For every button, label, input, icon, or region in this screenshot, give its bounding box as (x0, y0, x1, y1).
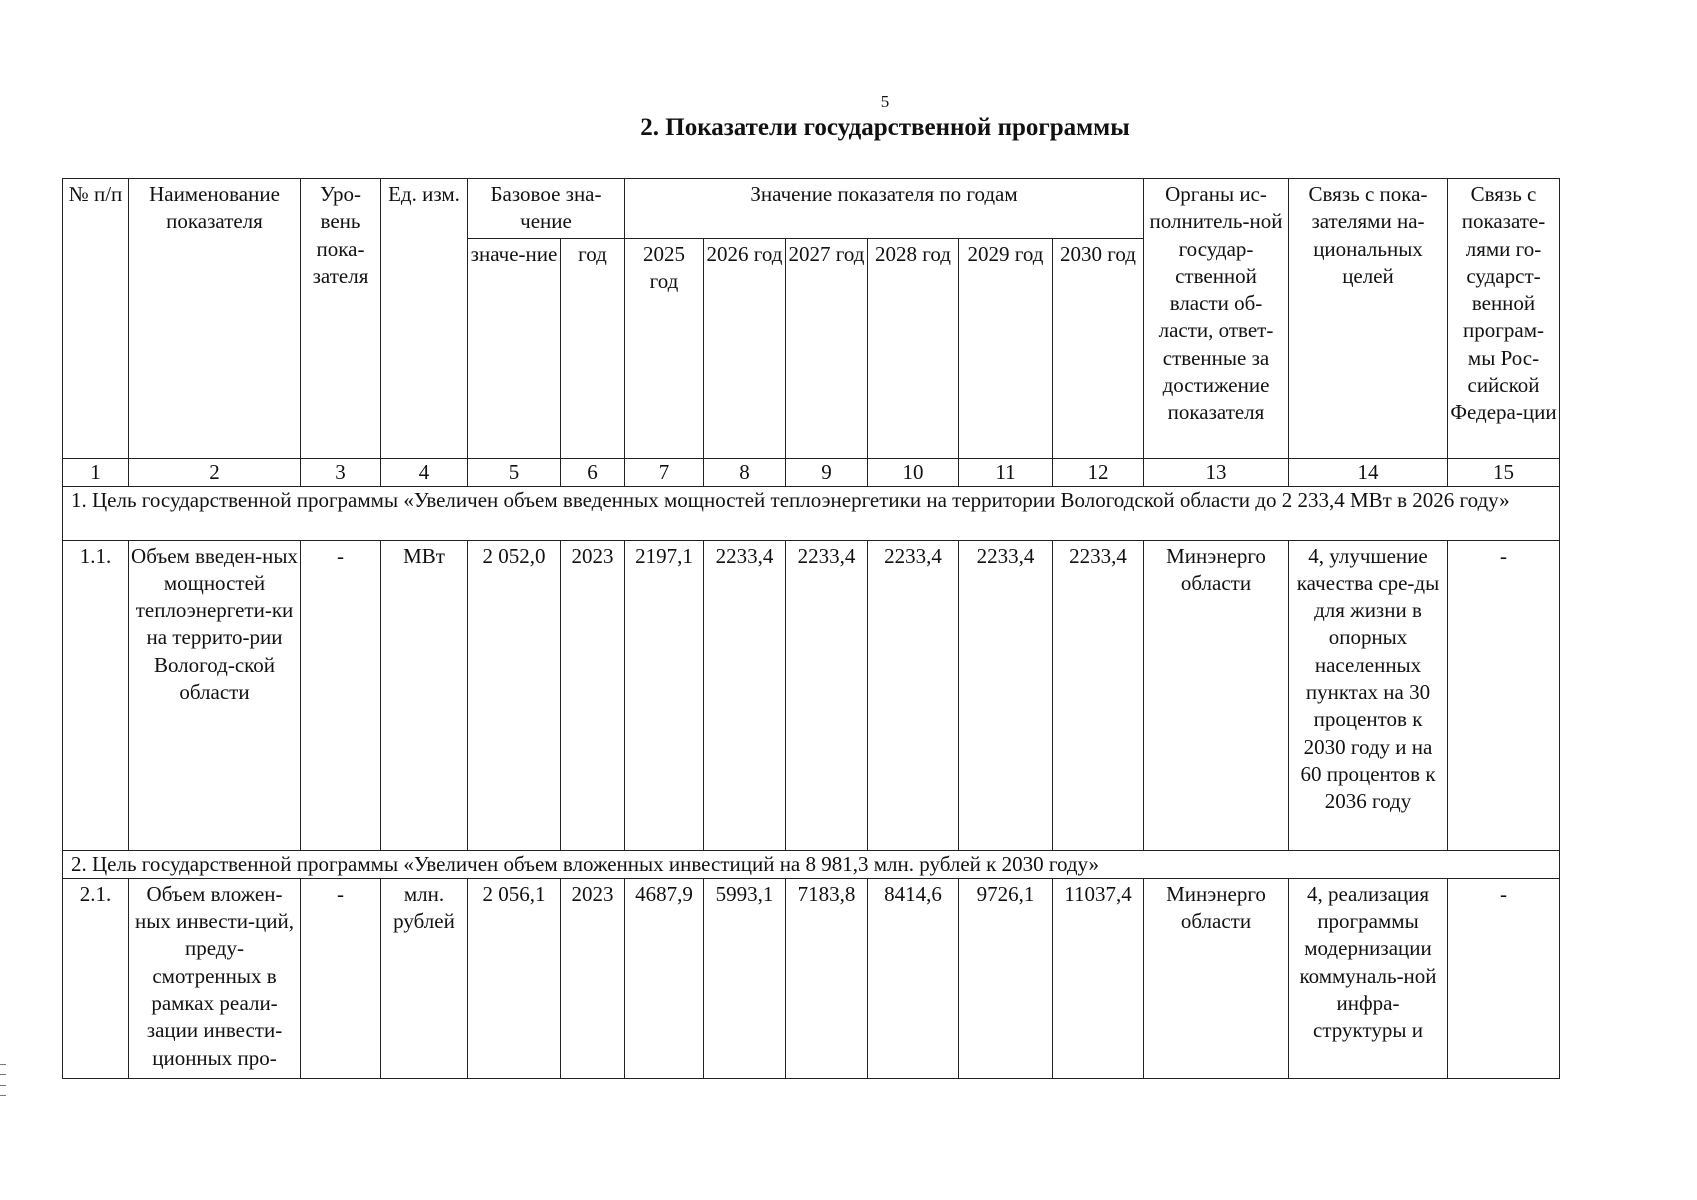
page-number: 5 (880, 92, 890, 111)
responsible-organ: Минэнерго области (1144, 878, 1289, 1078)
value-2026: 2233,4 (704, 540, 786, 850)
column-numbers-row (63, 458, 1560, 486)
column-number: 10 (868, 458, 959, 486)
indicator-unit: млн. рублей (381, 878, 468, 1078)
header-by-years: Значение показателя по годам (625, 179, 1144, 239)
header-level: Уро-вень пока-зателя (301, 179, 381, 459)
header-year-2029: 2029 год (959, 238, 1053, 458)
table-row (63, 878, 1560, 1078)
header-year-2025: 2025 год (625, 238, 704, 458)
header-base-value: значе-ние (468, 238, 561, 458)
goal-row-2 (63, 850, 1560, 878)
value-2030: 2233,4 (1053, 540, 1144, 850)
base-value: 2 056,1 (468, 878, 561, 1078)
value-2028: 2233,4 (868, 540, 959, 850)
header-name: Наименование показателя (129, 179, 301, 459)
column-number: 2 (129, 458, 301, 486)
base-year: 2023 (561, 540, 625, 850)
indicators-table (62, 178, 1560, 1079)
value-2026: 5993,1 (704, 878, 786, 1078)
goal-title: 1. Цель государственной программы «Увеличен объем введенных мощностей теплоэнергетики на территории Вологодской области до 2 233,4 МВт в 2026 году» (63, 486, 1560, 540)
value-2030: 11037,4 (1053, 878, 1144, 1078)
header-link-federal: Связь с показате-лями го-сударст-венной програм-мы Рос-сийской Федера-ции (1448, 179, 1560, 459)
column-number: 12 (1053, 458, 1144, 486)
header-year-2027: 2027 год (786, 238, 868, 458)
link-national: 4, улучшение качества сре-ды для жизни в опорных населенных пунктах на 30 процентов к 2030 году и на 60 процентов к 2036 году (1289, 540, 1448, 850)
header-no: № п/п (63, 179, 129, 459)
table-row (63, 540, 1560, 850)
column-number: 6 (561, 458, 625, 486)
base-year: 2023 (561, 878, 625, 1078)
header-link-national: Связь с пока-зателями на-циональных целей (1289, 179, 1448, 459)
base-value: 2 052,0 (468, 540, 561, 850)
column-number: 1 (63, 458, 129, 486)
link-federal: - (1448, 540, 1560, 850)
responsible-organ: Минэнерго области (1144, 540, 1289, 850)
header-organs: Органы ис-полнитель-ной государ-ственной власти об-ласти, ответ-ственные за достижение показателя (1144, 179, 1289, 459)
value-2028: 8414,6 (868, 878, 959, 1078)
header-base-year: год (561, 238, 625, 458)
column-number: 5 (468, 458, 561, 486)
header-year-2028: 2028 год (868, 238, 959, 458)
header-year-2026: 2026 год (704, 238, 786, 458)
value-2025: 2197,1 (625, 540, 704, 850)
column-number: 14 (1289, 458, 1448, 486)
column-number: 3 (301, 458, 381, 486)
header-base: Базовое зна-чение (468, 179, 625, 239)
column-number: 11 (959, 458, 1053, 486)
column-number: 8 (704, 458, 786, 486)
goal-title: 2. Цель государственной программы «Увеличен объем вложенных инвестиций на 8 981,3 млн. рублей к 2030 году» (63, 850, 1560, 878)
indicator-name: Объем введен-ных мощностей теплоэнергети-ки на террито-рии Вологод-ской области (129, 540, 301, 850)
link-federal: - (1448, 878, 1560, 1078)
header-year-2030: 2030 год (1053, 238, 1144, 458)
document-title: 2. Показатели государственной программы (640, 114, 1130, 141)
goal-row-1 (63, 486, 1560, 540)
header-row-1 (63, 179, 1560, 239)
link-national: 4, реализация программы модернизации коммуналь-ной инфра-структуры и (1289, 878, 1448, 1078)
indicator-name: Объем вложен-ных инвести-ций, преду-смотренных в рамках реали-зации инвести-ционных про- (129, 878, 301, 1078)
indicator-level: - (301, 878, 381, 1078)
scan-edge-mark (0, 1064, 6, 1096)
header-unit: Ед. изм. (381, 179, 468, 459)
column-number: 13 (1144, 458, 1289, 486)
value-2025: 4687,9 (625, 878, 704, 1078)
value-2029: 2233,4 (959, 540, 1053, 850)
value-2027: 2233,4 (786, 540, 868, 850)
column-number: 15 (1448, 458, 1560, 486)
value-2029: 9726,1 (959, 878, 1053, 1078)
value-2027: 7183,8 (786, 878, 868, 1078)
row-number: 2.1. (63, 878, 129, 1078)
column-number: 7 (625, 458, 704, 486)
indicator-level: - (301, 540, 381, 850)
row-number: 1.1. (63, 540, 129, 850)
column-number: 4 (381, 458, 468, 486)
column-number: 9 (786, 458, 868, 486)
indicator-unit: МВт (381, 540, 468, 850)
